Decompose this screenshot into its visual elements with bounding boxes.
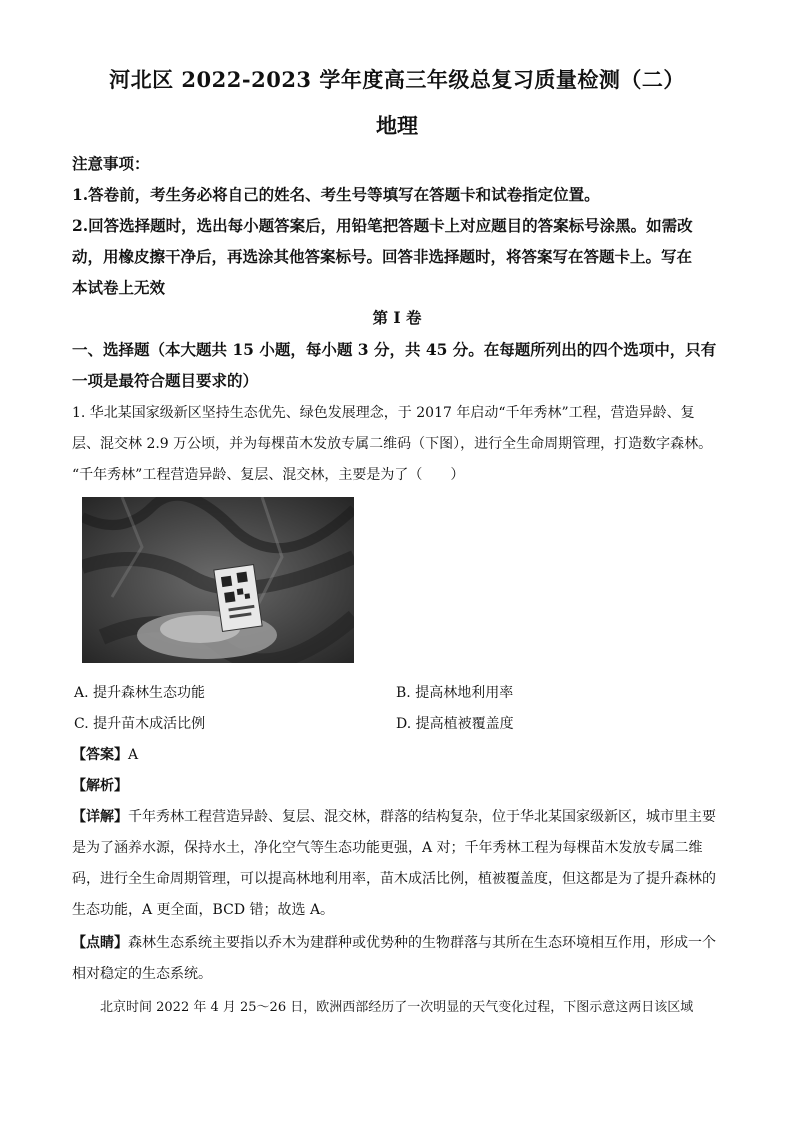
question-1-stem-line-3: “千年秀林”工程营造异龄、复层、混交林，主要是为了（ ） <box>72 467 465 483</box>
tree-qr-tag-photo <box>82 497 354 663</box>
notice-item-2-line-3: 本试卷上无效 <box>72 278 166 297</box>
analysis-tag: 【解析】 <box>72 778 128 794</box>
section-heading-line-2: 一项是最符合题目要求的） <box>72 371 259 390</box>
detail-line-1 <box>72 806 722 826</box>
detail-text-1: 千年秀林工程营造异龄、复层、混交林，群落的结构复杂，位于华北某国家级新区，城市里主要 <box>128 809 716 825</box>
detail-line-4: 生态功能，A 更全面，BCD 错；故选 A。 <box>72 902 335 918</box>
answer-value: A <box>128 747 139 763</box>
option-b: B. 提高林地利用率 <box>396 685 514 701</box>
point-text-1: 森林生态系统主要指以乔木为建群种或优势种的生物群落与其所在生态环境相互作用，形成一个 <box>128 935 716 951</box>
point-tag: 【点睛】 <box>72 935 128 951</box>
detail-line-2: 是为了涵养水源，保持水土，净化空气等生态功能更强，A 对；千年秀林工程为每棵苗木发放专属二维 <box>72 840 703 856</box>
question-2-intro: 北京时间 2022 年 4 月 25～26 日，欧洲西部经历了一次明显的天气变化过程，下图示意这两日该区域 <box>100 1000 694 1015</box>
point-line-2: 相对稳定的生态系统。 <box>72 966 212 982</box>
volume-heading: 第 I 卷 <box>372 308 422 327</box>
notice-heading: 注意事项： <box>72 154 150 173</box>
subject-title: 地理 <box>376 113 418 138</box>
notice-item-2-line-1: 2.回答选择题时，选出每小题答案后，用铅笔把答题卡上对应题目的答案标号涂黑。如需改 <box>72 216 693 235</box>
answer-tag: 【答案】 <box>72 747 128 763</box>
section-heading-line-1: 一、选择题（本大题共 15 小题，每小题 3 分，共 45 分。在每题所列出的四个选项中，只有 <box>72 340 717 359</box>
detail-line-3: 码，进行全生命周期管理，可以提高林地利用率，苗木成活比例，植被覆盖度，但这都是为了提升森林的 <box>72 871 716 887</box>
question-1-stem-line-2: 层、混交林 2.9 万公顷，并为每棵苗木发放专属二维码（下图），进行全生命周期管理，打造数字森林。 <box>72 436 713 452</box>
notice-item-1: 1.答卷前，考生务必将自己的姓名、考生号等填写在答题卡和试卷指定位置。 <box>72 185 600 204</box>
option-d: D. 提高植被覆盖度 <box>396 716 514 732</box>
detail-tag: 【详解】 <box>72 809 128 825</box>
analysis-line <box>72 775 722 795</box>
question-1-stem-line-1: 1. 华北某国家级新区坚持生态优先、绿色发展理念，于 2017 年启动“千年秀林”工程，营造异龄、复 <box>72 405 695 421</box>
photo-illustration <box>82 497 354 663</box>
answer-line <box>72 744 722 764</box>
point-line-1 <box>72 932 722 952</box>
option-c: C. 提升苗木成活比例 <box>74 716 206 732</box>
notice-item-2-line-2: 动，用橡皮擦干净后，再选涂其他答案标号。回答非选择题时，将答案写在答题卡上。写在 <box>72 247 693 266</box>
option-a: A. 提升森林生态功能 <box>74 685 206 701</box>
exam-title: 河北区 2022-2023 学年度高三年级总复习质量检测（二） <box>109 67 685 92</box>
